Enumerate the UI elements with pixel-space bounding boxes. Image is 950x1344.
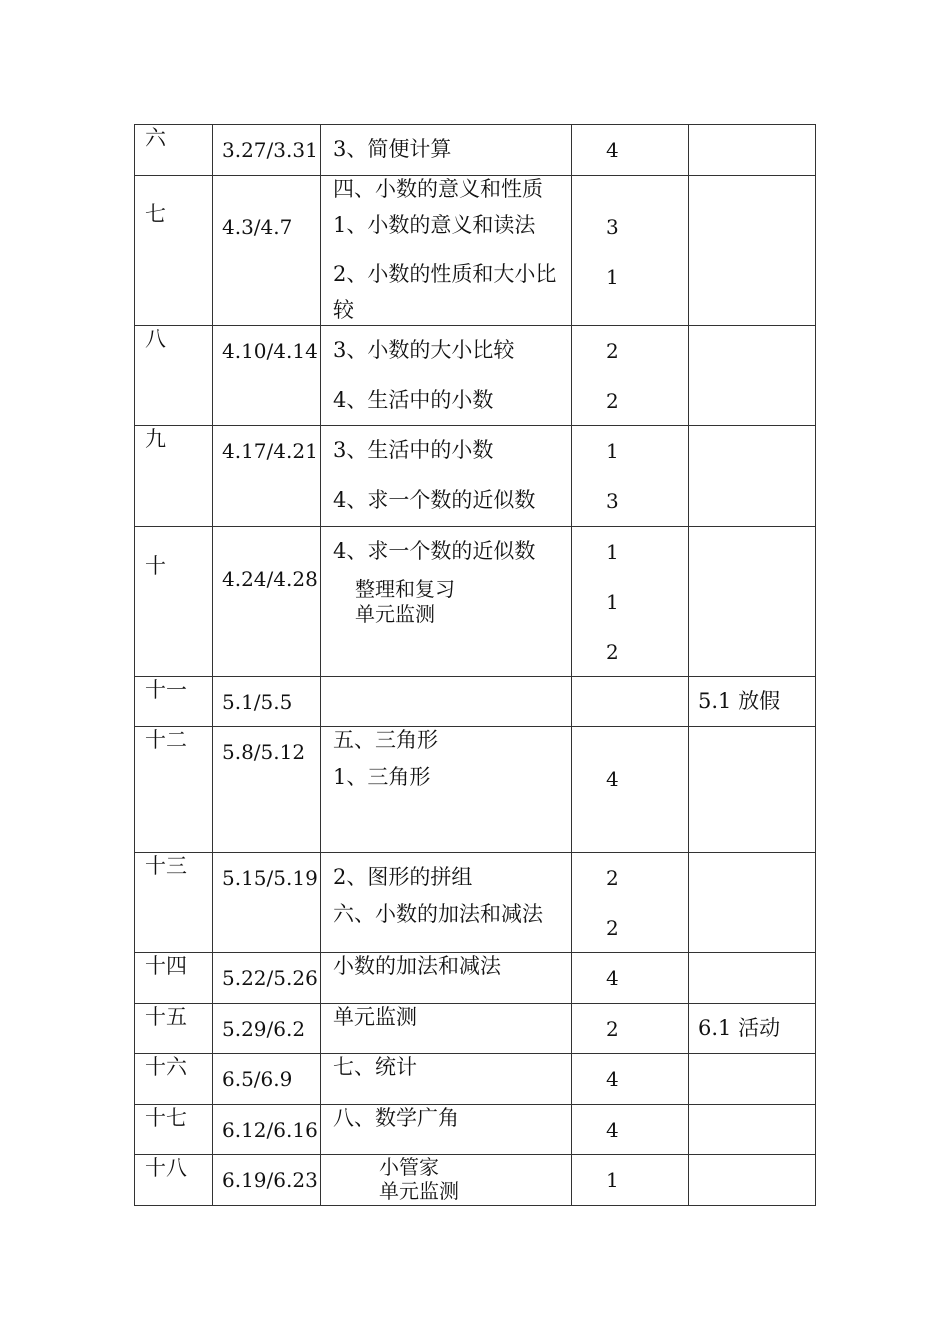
week-cell <box>135 1155 213 1206</box>
date-cell <box>213 1105 321 1155</box>
hours-value: 2 <box>606 866 619 890</box>
week-cell <box>135 176 213 326</box>
week-label: 八 <box>145 327 166 351</box>
content-line: 2、图形的拼组 <box>333 865 473 889</box>
table-row <box>135 677 816 727</box>
content-line: 小数的加法和减法 <box>333 954 501 978</box>
week-cell <box>135 1105 213 1155</box>
content-cell <box>321 176 572 326</box>
note-cell <box>689 527 816 677</box>
content-line: 七、统计 <box>333 1055 417 1079</box>
week-cell <box>135 953 213 1004</box>
note-cell <box>689 1155 816 1206</box>
hours-cell <box>572 1004 689 1054</box>
date-cell <box>213 677 321 727</box>
date-range: 6.12/6.16 <box>222 1118 318 1142</box>
table-row <box>135 1105 816 1155</box>
table-row <box>135 326 816 426</box>
hours-cell <box>572 426 689 527</box>
date-range: 4.17/4.21 <box>222 439 318 463</box>
hours-value: 3 <box>606 215 619 239</box>
date-range: 5.29/6.2 <box>222 1017 306 1041</box>
week-label: 七 <box>145 202 166 226</box>
content-cell <box>321 1054 572 1105</box>
date-range: 5.15/5.19 <box>222 866 318 890</box>
date-cell <box>213 426 321 527</box>
content-line: 4、求一个数的近似数 <box>333 539 536 563</box>
content-line: 单元监测 <box>355 602 435 626</box>
content-cell <box>321 853 572 953</box>
week-label: 十五 <box>145 1005 187 1029</box>
content-line: 4、求一个数的近似数 <box>333 488 536 512</box>
date-cell <box>213 1155 321 1206</box>
week-label: 十四 <box>145 954 187 978</box>
content-cell <box>321 727 572 853</box>
hours-value: 1 <box>606 590 619 614</box>
week-cell <box>135 1004 213 1054</box>
week-cell <box>135 677 213 727</box>
note-cell <box>689 176 816 326</box>
date-cell <box>213 727 321 853</box>
week-cell <box>135 426 213 527</box>
week-cell <box>135 125 213 176</box>
content-line: 3、简便计算 <box>333 137 452 161</box>
week-cell <box>135 527 213 677</box>
table-row <box>135 125 816 176</box>
hours-value: 1 <box>606 265 619 289</box>
hours-cell <box>572 953 689 1004</box>
date-cell <box>213 1004 321 1054</box>
week-cell <box>135 727 213 853</box>
week-cell <box>135 853 213 953</box>
content-line: 1、小数的意义和读法 <box>333 213 536 237</box>
hours-cell <box>572 853 689 953</box>
table-row <box>135 1155 816 1206</box>
hours-value: 2 <box>606 389 619 413</box>
hours-value: 4 <box>606 138 619 162</box>
content-cell <box>321 677 572 727</box>
date-range: 5.8/5.12 <box>222 740 306 764</box>
hours-value: 3 <box>606 489 619 513</box>
date-cell <box>213 176 321 326</box>
hours-cell <box>572 326 689 426</box>
note-cell <box>689 326 816 426</box>
hours-value: 4 <box>606 767 619 791</box>
note-cell <box>689 1004 816 1054</box>
content-line: 四、小数的意义和性质 <box>333 177 543 201</box>
table-row <box>135 426 816 527</box>
hours-value: 1 <box>606 1168 619 1192</box>
hours-cell <box>572 125 689 176</box>
content-line: 2、小数的性质和大小比较 <box>333 262 557 322</box>
date-range: 5.22/5.26 <box>222 966 318 990</box>
note-cell <box>689 727 816 853</box>
table-row <box>135 953 816 1004</box>
date-range: 6.5/6.9 <box>222 1067 293 1091</box>
hours-value: 2 <box>606 1017 619 1041</box>
content-cell <box>321 426 572 527</box>
content-line: 五、三角形 <box>333 728 438 752</box>
note-text: 5.1 放假 <box>698 689 781 713</box>
hours-cell <box>572 1105 689 1155</box>
hours-cell <box>572 727 689 853</box>
date-range: 5.1/5.5 <box>222 690 293 714</box>
date-cell <box>213 527 321 677</box>
content-cell <box>321 527 572 677</box>
week-cell <box>135 1054 213 1105</box>
content-cell <box>321 1155 572 1206</box>
hours-value: 1 <box>606 439 619 463</box>
content-line: 3、小数的大小比较 <box>333 338 515 362</box>
date-cell <box>213 125 321 176</box>
week-label: 六 <box>145 126 166 150</box>
table-row <box>135 727 816 853</box>
week-label: 十二 <box>145 728 187 752</box>
content-line: 4、生活中的小数 <box>333 388 494 412</box>
content-line: 六、小数的加法和减法 <box>333 902 543 926</box>
content-line: 单元监测 <box>333 1005 417 1029</box>
date-range: 4.24/4.28 <box>222 567 318 591</box>
hours-value: 2 <box>606 640 619 664</box>
content-cell <box>321 953 572 1004</box>
week-label: 十六 <box>145 1055 187 1079</box>
date-range: 6.19/6.23 <box>222 1168 318 1192</box>
date-cell <box>213 1054 321 1105</box>
week-label: 九 <box>145 427 166 451</box>
table-row <box>135 527 816 677</box>
hours-value: 4 <box>606 966 619 990</box>
content-line: 小管家 <box>379 1155 439 1179</box>
content-line: 1、三角形 <box>333 765 431 789</box>
hours-value: 2 <box>606 339 619 363</box>
content-line: 整理和复习 <box>355 577 455 601</box>
date-range: 4.3/4.7 <box>222 215 293 239</box>
date-cell <box>213 853 321 953</box>
week-label: 十三 <box>145 854 187 878</box>
hours-cell <box>572 1155 689 1206</box>
content-line: 3、生活中的小数 <box>333 438 494 462</box>
week-label: 十一 <box>145 678 187 702</box>
date-cell <box>213 953 321 1004</box>
hours-cell <box>572 1054 689 1105</box>
table-row <box>135 176 816 326</box>
note-cell <box>689 677 816 727</box>
hours-cell <box>572 677 689 727</box>
schedule-table <box>134 124 816 1206</box>
table-row <box>135 853 816 953</box>
week-label: 十八 <box>145 1156 187 1180</box>
note-cell <box>689 125 816 176</box>
week-label: 十七 <box>145 1106 187 1130</box>
hours-value: 4 <box>606 1118 619 1142</box>
content-cell <box>321 125 572 176</box>
content-cell <box>321 326 572 426</box>
note-cell <box>689 1105 816 1155</box>
week-cell <box>135 326 213 426</box>
hours-value: 2 <box>606 916 619 940</box>
note-cell <box>689 853 816 953</box>
content-cell <box>321 1105 572 1155</box>
note-cell <box>689 426 816 527</box>
hours-value: 1 <box>606 540 619 564</box>
note-cell <box>689 953 816 1004</box>
hours-cell <box>572 176 689 326</box>
date-cell <box>213 326 321 426</box>
note-cell <box>689 1054 816 1105</box>
content-line: 单元监测 <box>379 1179 459 1203</box>
note-text: 6.1 活动 <box>698 1016 781 1040</box>
date-range: 4.10/4.14 <box>222 339 318 363</box>
content-cell <box>321 1004 572 1054</box>
week-label: 十 <box>145 554 166 578</box>
content-line: 八、数学广角 <box>333 1106 459 1130</box>
date-range: 3.27/3.31 <box>222 138 318 162</box>
table-row <box>135 1004 816 1054</box>
hours-value: 4 <box>606 1067 619 1091</box>
hours-cell <box>572 527 689 677</box>
table-row <box>135 1054 816 1105</box>
